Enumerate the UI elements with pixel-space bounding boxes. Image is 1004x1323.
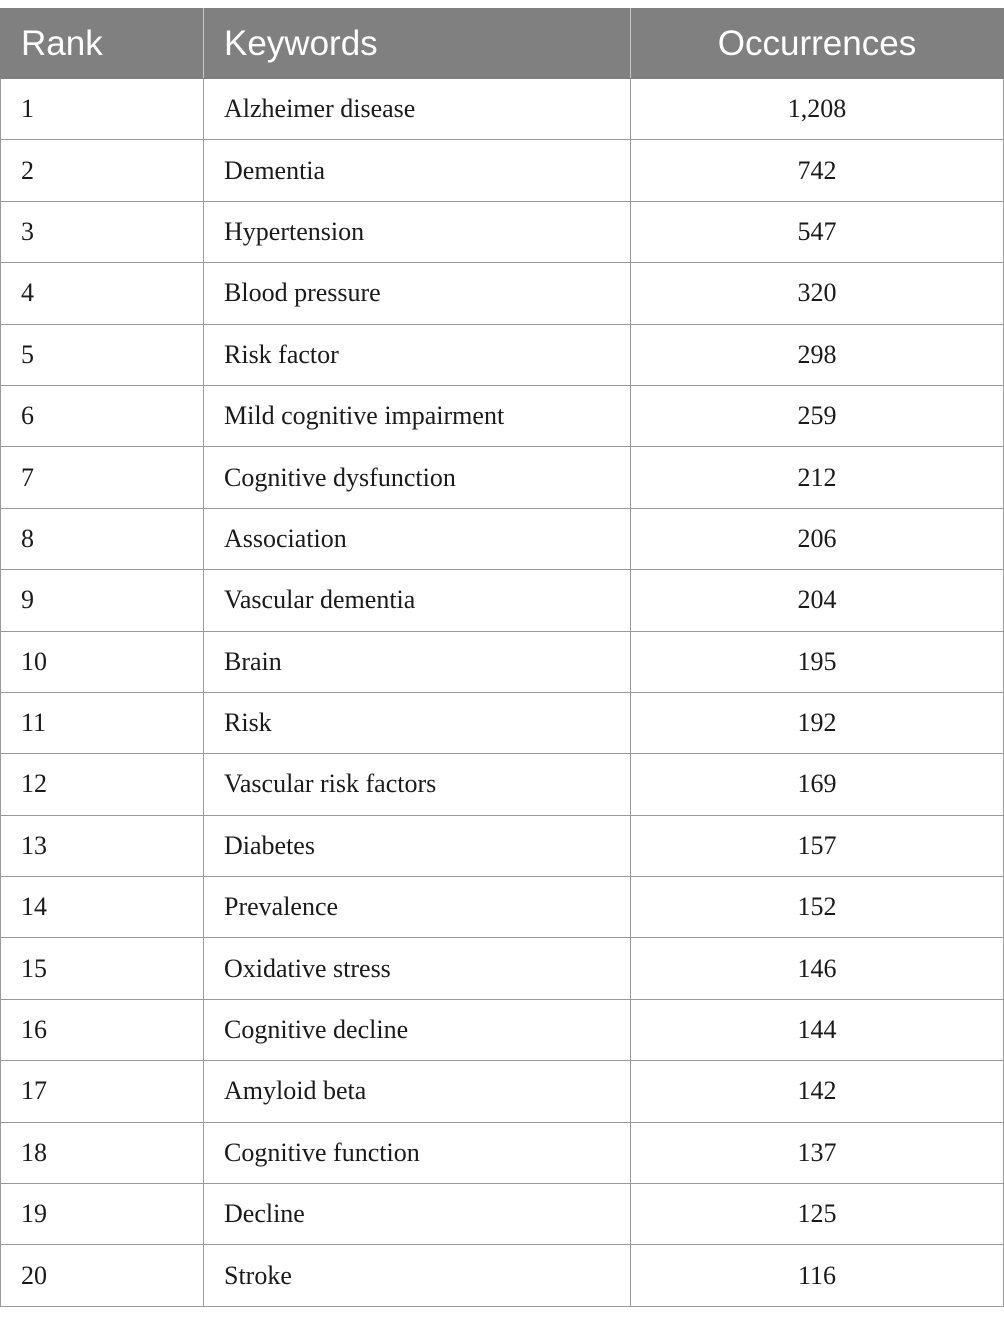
rank-cell: 2 [1,140,204,201]
rank-cell: 6 [1,385,204,446]
keyword-cell: Oxidative stress [204,938,631,999]
occurrences-cell: 259 [631,385,1004,446]
table-row [1,1184,1004,1245]
rank-cell: 7 [1,447,204,508]
table-row [1,1245,1004,1306]
keyword-cell: Cognitive function [204,1122,631,1183]
table-row [1,631,1004,692]
keyword-cell: Decline [204,1184,631,1245]
occurrences-cell: 152 [631,877,1004,938]
table-row [1,692,1004,753]
keyword-cell: Association [204,508,631,569]
rank-cell: 20 [1,1245,204,1306]
occurrences-cell: 320 [631,263,1004,324]
rank-cell: 3 [1,201,204,262]
keyword-cell: Cognitive dysfunction [204,447,631,508]
occurrences-cell: 125 [631,1184,1004,1245]
occurrences-cell: 157 [631,815,1004,876]
occurrences-cell: 142 [631,1061,1004,1122]
occurrences-cell: 206 [631,508,1004,569]
header-row [1,9,1004,79]
occurrences-cell: 146 [631,938,1004,999]
table-row [1,201,1004,262]
occurrences-cell: 742 [631,140,1004,201]
table-row [1,79,1004,140]
occurrences-cell: 169 [631,754,1004,815]
keyword-cell: Mild cognitive impairment [204,385,631,446]
keyword-cell: Dementia [204,140,631,201]
rank-cell: 13 [1,815,204,876]
rank-cell: 12 [1,754,204,815]
rank-cell: 17 [1,1061,204,1122]
table-row [1,815,1004,876]
table-body [1,79,1004,1307]
keyword-cell: Risk [204,692,631,753]
rank-cell: 18 [1,1122,204,1183]
table-row [1,140,1004,201]
keyword-cell: Vascular dementia [204,570,631,631]
keyword-cell: Cognitive decline [204,999,631,1060]
keyword-cell: Brain [204,631,631,692]
rank-cell: 5 [1,324,204,385]
rank-cell: 9 [1,570,204,631]
table-row [1,570,1004,631]
rank-cell: 16 [1,999,204,1060]
rank-cell: 14 [1,877,204,938]
rank-cell: 10 [1,631,204,692]
keyword-cell: Amyloid beta [204,1061,631,1122]
rank-cell: 4 [1,263,204,324]
occurrences-cell: 144 [631,999,1004,1060]
keyword-cell: Diabetes [204,815,631,876]
keyword-cell: Stroke [204,1245,631,1306]
keyword-cell: Vascular risk factors [204,754,631,815]
table-header [1,9,1004,79]
occurrences-cell: 298 [631,324,1004,385]
rank-cell: 19 [1,1184,204,1245]
rank-cell: 15 [1,938,204,999]
header-rank: Rank [1,9,204,79]
table-row [1,1061,1004,1122]
keyword-cell: Alzheimer disease [204,79,631,140]
occurrences-cell: 1,208 [631,79,1004,140]
table-row [1,938,1004,999]
header-keywords: Keywords [204,9,631,79]
occurrences-cell: 547 [631,201,1004,262]
table-row [1,508,1004,569]
rank-cell: 1 [1,79,204,140]
table-row [1,877,1004,938]
header-occurrences: Occurrences [631,9,1004,79]
keyword-cell: Prevalence [204,877,631,938]
table-row [1,385,1004,446]
occurrences-cell: 212 [631,447,1004,508]
occurrences-cell: 195 [631,631,1004,692]
table-row [1,447,1004,508]
occurrences-cell: 137 [631,1122,1004,1183]
keyword-cell: Risk factor [204,324,631,385]
table-row [1,263,1004,324]
keyword-cell: Hypertension [204,201,631,262]
table-row [1,1122,1004,1183]
keyword-cell: Blood pressure [204,263,631,324]
table-row [1,324,1004,385]
rank-cell: 11 [1,692,204,753]
occurrences-cell: 116 [631,1245,1004,1306]
table-row [1,999,1004,1060]
rank-cell: 8 [1,508,204,569]
table-row [1,754,1004,815]
occurrences-cell: 192 [631,692,1004,753]
occurrences-cell: 204 [631,570,1004,631]
keywords-table [0,8,1004,1307]
